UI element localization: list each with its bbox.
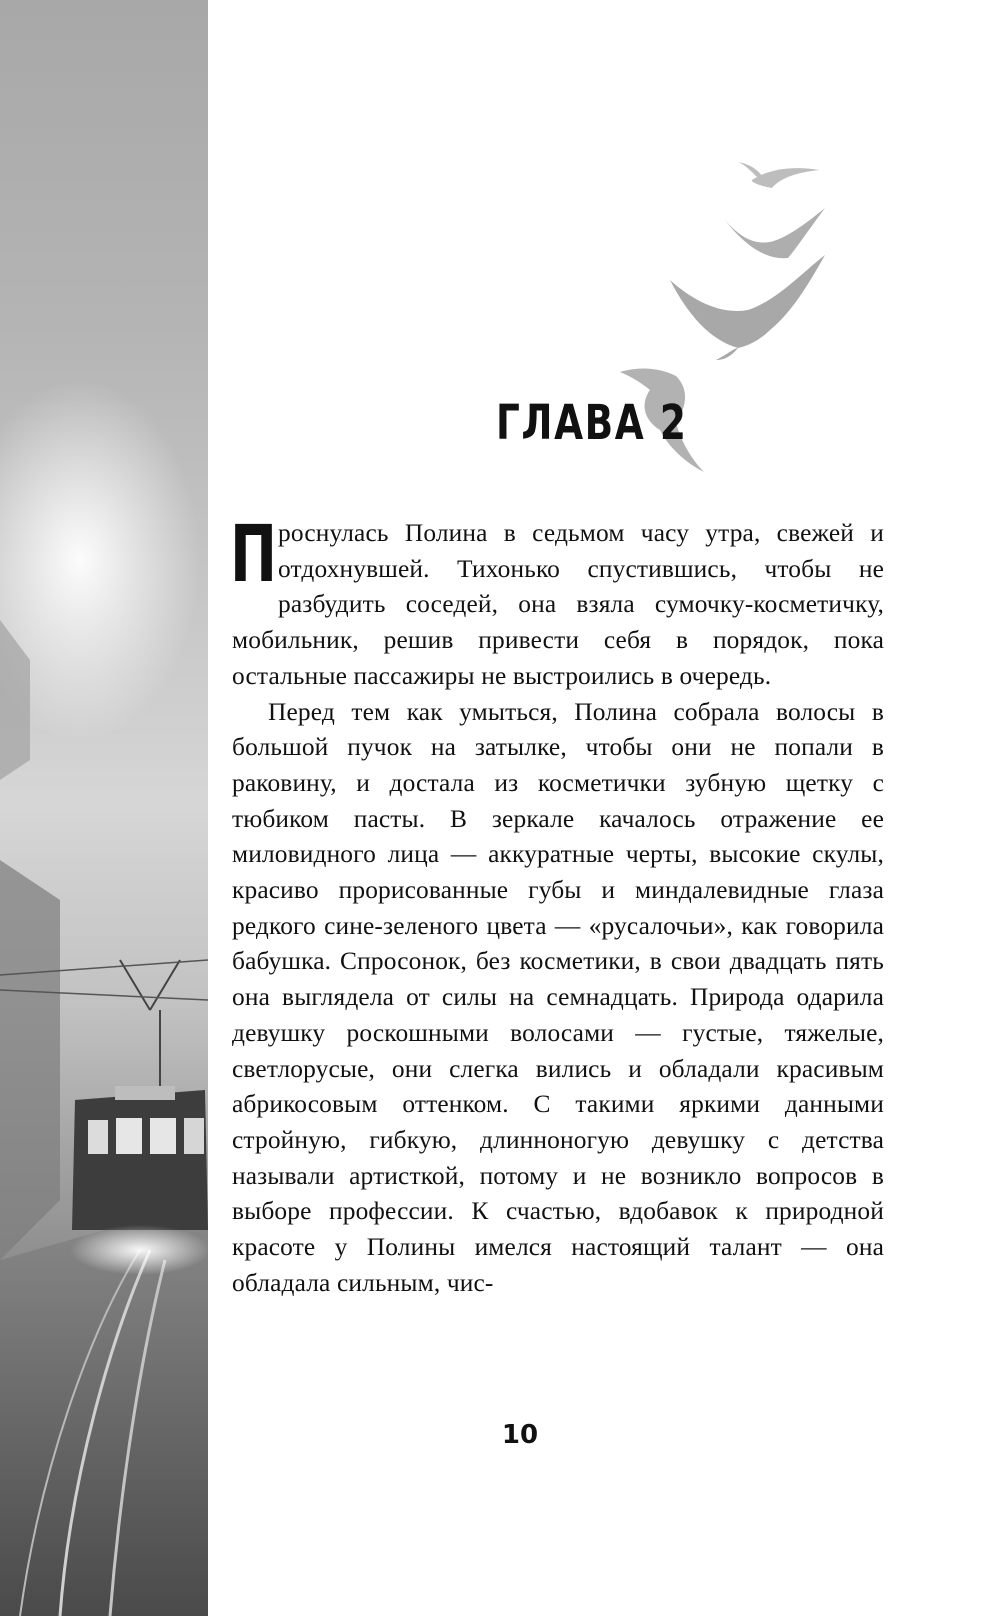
drop-cap: П — [230, 510, 278, 600]
paragraph-1 — [230, 510, 884, 695]
paragraph-1-text: роснулась Полина в седьмом часу утра, свежей и отдохнувшей. Тихонько спустившись, чтобы не разбудить соседей, она взяла сумочку-косметичку, мобильник, решив привести себя в порядок, пока остальные пассажиры не выстроились в очередь. — [232, 519, 884, 690]
chapter-body — [230, 510, 884, 1301]
side-illustration — [0, 0, 208, 1616]
tram-shape — [70, 960, 208, 1275]
page-number: 10 — [501, 1420, 539, 1450]
foggy-tram-street-image — [0, 0, 208, 1616]
chapter-title: ГЛАВА 2 — [496, 395, 688, 451]
paragraph-2: Перед тем как умыться, Полина собрала волосы в большой пучок на затылке, чтобы они не попали в раковину, и достала из косметички зубную щетку с тюбиком пасты. В зеркале качалось отражение ее миловидного лица — аккуратные черты, высокие скулы, красиво прорисованные губы и миндалевидные глаза редкого сине-зеленого цвета — «русалочьи», как говорила бабушка. Спросонок, без косметики, в свои двадцать пять она выглядела от силы на семнадцать. Природа одарила девушку роскошными волосами — густые, тяжелые, светлорусые, они слегка вились и обладали красивым абрикосовым оттенком. С такими яркими данными стройную, гибкую, длинноногую девушку с детства называли артисткой, потому и не возникло вопросов в выборе профессии. К счастью, вдобавок к природной красоте у Полины имелся настоящий талант — она обладала сильным, чис- — [232, 697, 884, 1297]
